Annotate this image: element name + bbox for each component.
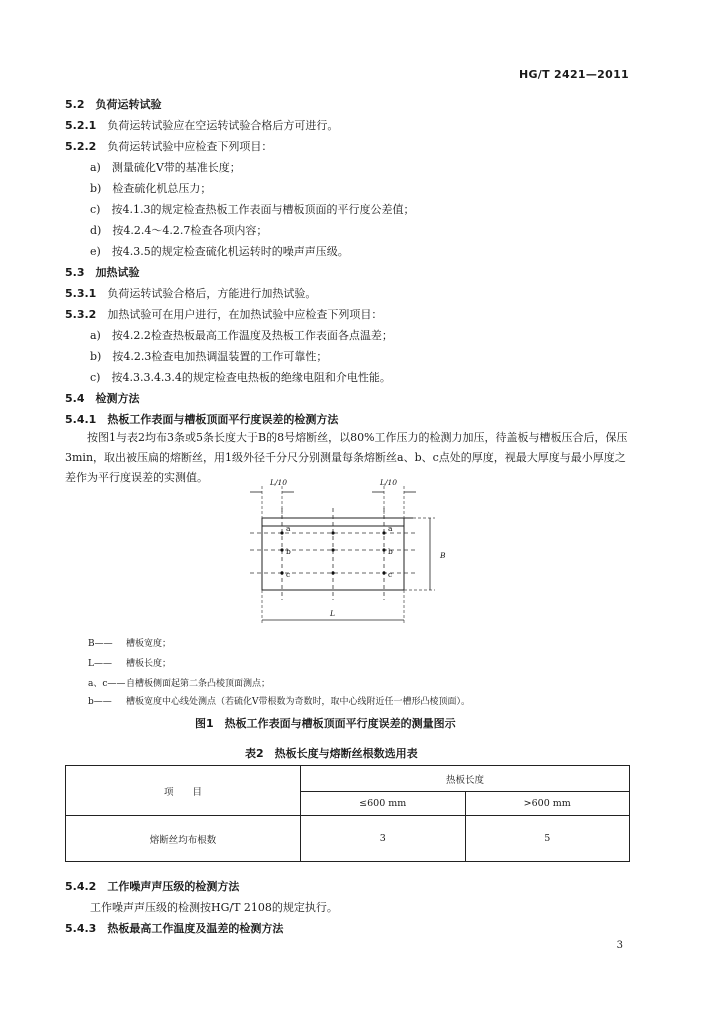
point-b-label: b bbox=[286, 547, 291, 556]
point-a-label: a bbox=[388, 524, 393, 533]
paragraph-5-4-2: 工作噪声声压级的检测按HG/T 2108的规定执行。 bbox=[90, 901, 338, 914]
figure-legend-item: a、c——自槽板侧面起第二条凸棱顶面测点； bbox=[88, 679, 271, 689]
list-item: b) 按4.2.3检查电加热调温装置的工作可靠性； bbox=[90, 350, 328, 363]
paragraph-5-4-1: 按图1与表2均布3条或5条长度大于B的8号熔断丝，以80%工作压力的检测力加压，待盖板与槽板压合后，保压3min，取出被压扁的熔断丝，用1级外径千分尺分别测量每条熔断丝a、b、c点处的厚度，视最大厚度与最小厚度之差作为平行度误差的实测值。 bbox=[65, 431, 628, 484]
table-header-item: 项 目 bbox=[66, 766, 301, 816]
table-cell-le600: 3 bbox=[301, 816, 466, 862]
section-5-2-1: 5.2.1 负荷运转试验应在空运转试验合格后方可进行。 bbox=[65, 119, 339, 132]
table-2-caption: 表2 热板长度与熔断丝根数选用表 bbox=[245, 747, 418, 760]
section-5-2-2: 5.2.2 负荷运转试验中应检查下列项目： bbox=[65, 140, 273, 153]
figure-legend-item: B—— 槽板宽度； bbox=[88, 639, 172, 649]
point-b-label: b bbox=[388, 547, 393, 556]
section-5-3-1: 5.3.1 负荷运转试验合格后，方能进行加热试验。 bbox=[65, 287, 317, 300]
section-5-4: 5.4 检测方法 bbox=[65, 392, 140, 405]
section-5-4-1: 5.4.1 热板工作表面与槽板顶面平行度误差的检测方法 bbox=[65, 413, 339, 426]
dim-label-top-right: L/10 bbox=[380, 478, 398, 487]
point-c-label: c bbox=[286, 570, 291, 579]
dim-label-side: B bbox=[440, 551, 446, 560]
table-header-le600: ≤600 mm bbox=[301, 792, 466, 816]
dim-label-bottom: L bbox=[330, 609, 335, 618]
figure-legend-item: b—— 槽板宽度中心线处测点（若硫化V带根数为奇数时，取中心线附近任一槽形凸棱顶面）。 bbox=[88, 697, 471, 707]
section-5-3: 5.3 加热试验 bbox=[65, 266, 140, 279]
table-header-group: 热板长度 bbox=[301, 766, 630, 792]
list-item: a) 按4.2.2检查热板最高工作温度及热板工作表面各点温差； bbox=[90, 329, 393, 342]
standard-number: HG/T 2421—2011 bbox=[518, 68, 629, 81]
list-item: a) 测量硫化V带的基准长度； bbox=[90, 161, 241, 174]
section-5-4-3: 5.4.3 热板最高工作温度及温差的检测方法 bbox=[65, 922, 284, 935]
list-item: e) 按4.3.5的规定检查硫化机运转时的噪声声压级。 bbox=[90, 245, 349, 258]
section-5-3-2: 5.3.2 加热试验可在用户进行，在加热试验中应检查下列项目： bbox=[65, 308, 383, 321]
table-2 bbox=[65, 765, 630, 862]
point-a-label: a bbox=[286, 524, 291, 533]
list-item: b) 检查硫化机总压力； bbox=[90, 182, 212, 195]
list-item: c) 按4.1.3的规定检查热板工作表面与槽板顶面的平行度公差值； bbox=[90, 203, 415, 216]
table-row-label: 熔断丝均布根数 bbox=[66, 816, 301, 862]
page-number: 3 bbox=[616, 940, 623, 951]
section-5-2: 5.2 负荷运转试验 bbox=[65, 98, 162, 111]
dimension-arrows bbox=[250, 492, 430, 620]
figure-1-caption: 图1 热板工作表面与槽板顶面平行度误差的测量图示 bbox=[195, 717, 456, 730]
figure-legend-item: L—— 槽板长度； bbox=[88, 659, 172, 669]
table-header-gt600: >600 mm bbox=[465, 792, 630, 816]
figure-1-diagram bbox=[230, 478, 470, 628]
section-5-4-2: 5.4.2 工作噪声声压级的检测方法 bbox=[65, 880, 240, 893]
list-item: d) 按4.2.4～4.2.7检查各项内容； bbox=[90, 224, 268, 237]
dim-label-top-left: L/10 bbox=[270, 478, 288, 487]
list-item: c) 按4.3.3.4.3.4的规定检查电热板的绝缘电阻和介电性能。 bbox=[90, 371, 391, 384]
point-c-label: c bbox=[388, 570, 393, 579]
table-cell-gt600: 5 bbox=[465, 816, 630, 862]
